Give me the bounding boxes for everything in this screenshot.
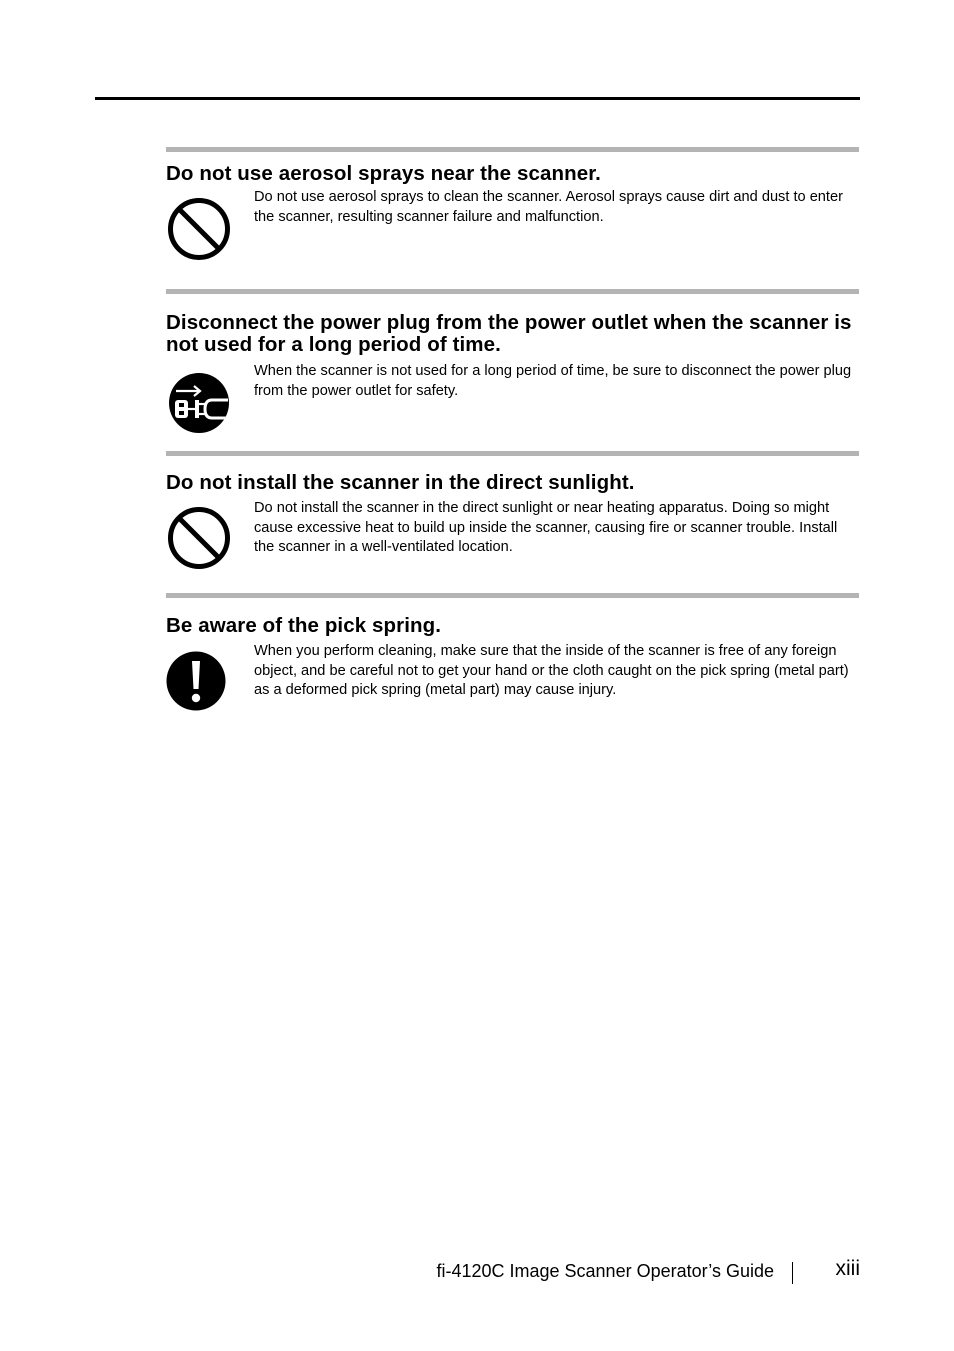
prohibition-icon xyxy=(166,196,232,262)
section-divider xyxy=(166,593,859,598)
exclamation-icon xyxy=(166,651,232,717)
page-number: xiii xyxy=(835,1257,860,1280)
section-heading: Do not install the scanner in the direct sunlight. xyxy=(166,471,635,494)
prohibition-icon xyxy=(166,505,232,571)
section-divider xyxy=(166,289,859,294)
section-text: Do not use aerosol sprays to clean the scanner. Aerosol sprays cause dirt and dust to enter the scanner, resulting scanner failure and malfunction. xyxy=(254,189,843,225)
section-divider xyxy=(166,147,859,152)
section-heading: Be aware of the pick spring. xyxy=(166,614,442,637)
page-footer xyxy=(300,1258,860,1288)
header-rule xyxy=(95,97,860,100)
caution-section-aerosol xyxy=(166,147,859,225)
section-divider xyxy=(166,451,859,456)
section-text: When you perform cleaning, make sure that the inside of the scanner is free of any foreign object, and be careful not to get your hand or the cloth caught on the pick spring (metal part) as a deformed pick spring (metal part) may cause injury. xyxy=(254,643,849,699)
section-text: Do not install the scanner in the direct sunlight or near heating apparatus. Doing so might cause excessive heat to build up inside the scanner, causing fire or scanner trouble. Install the scanner in a well-ventilated location. xyxy=(254,500,838,556)
section-text: When the scanner is not used for a long period of time, be sure to disconnect the power plug from the power outlet for safety. xyxy=(254,363,852,399)
caution-section-sunlight xyxy=(166,451,859,556)
footer-guide-title: fi-4120C Image Scanner Operator’s Guide xyxy=(436,1261,774,1281)
section-heading: Do not use aerosol sprays near the scanner. xyxy=(166,162,601,185)
caution-section-power-plug xyxy=(166,289,859,399)
caution-section-pick-spring xyxy=(166,593,859,699)
footer-divider xyxy=(792,1262,793,1284)
section-heading: Disconnect the power plug from the power outlet when the scanner is not used for a long period of time. xyxy=(166,311,852,356)
unplug-icon xyxy=(166,370,232,436)
